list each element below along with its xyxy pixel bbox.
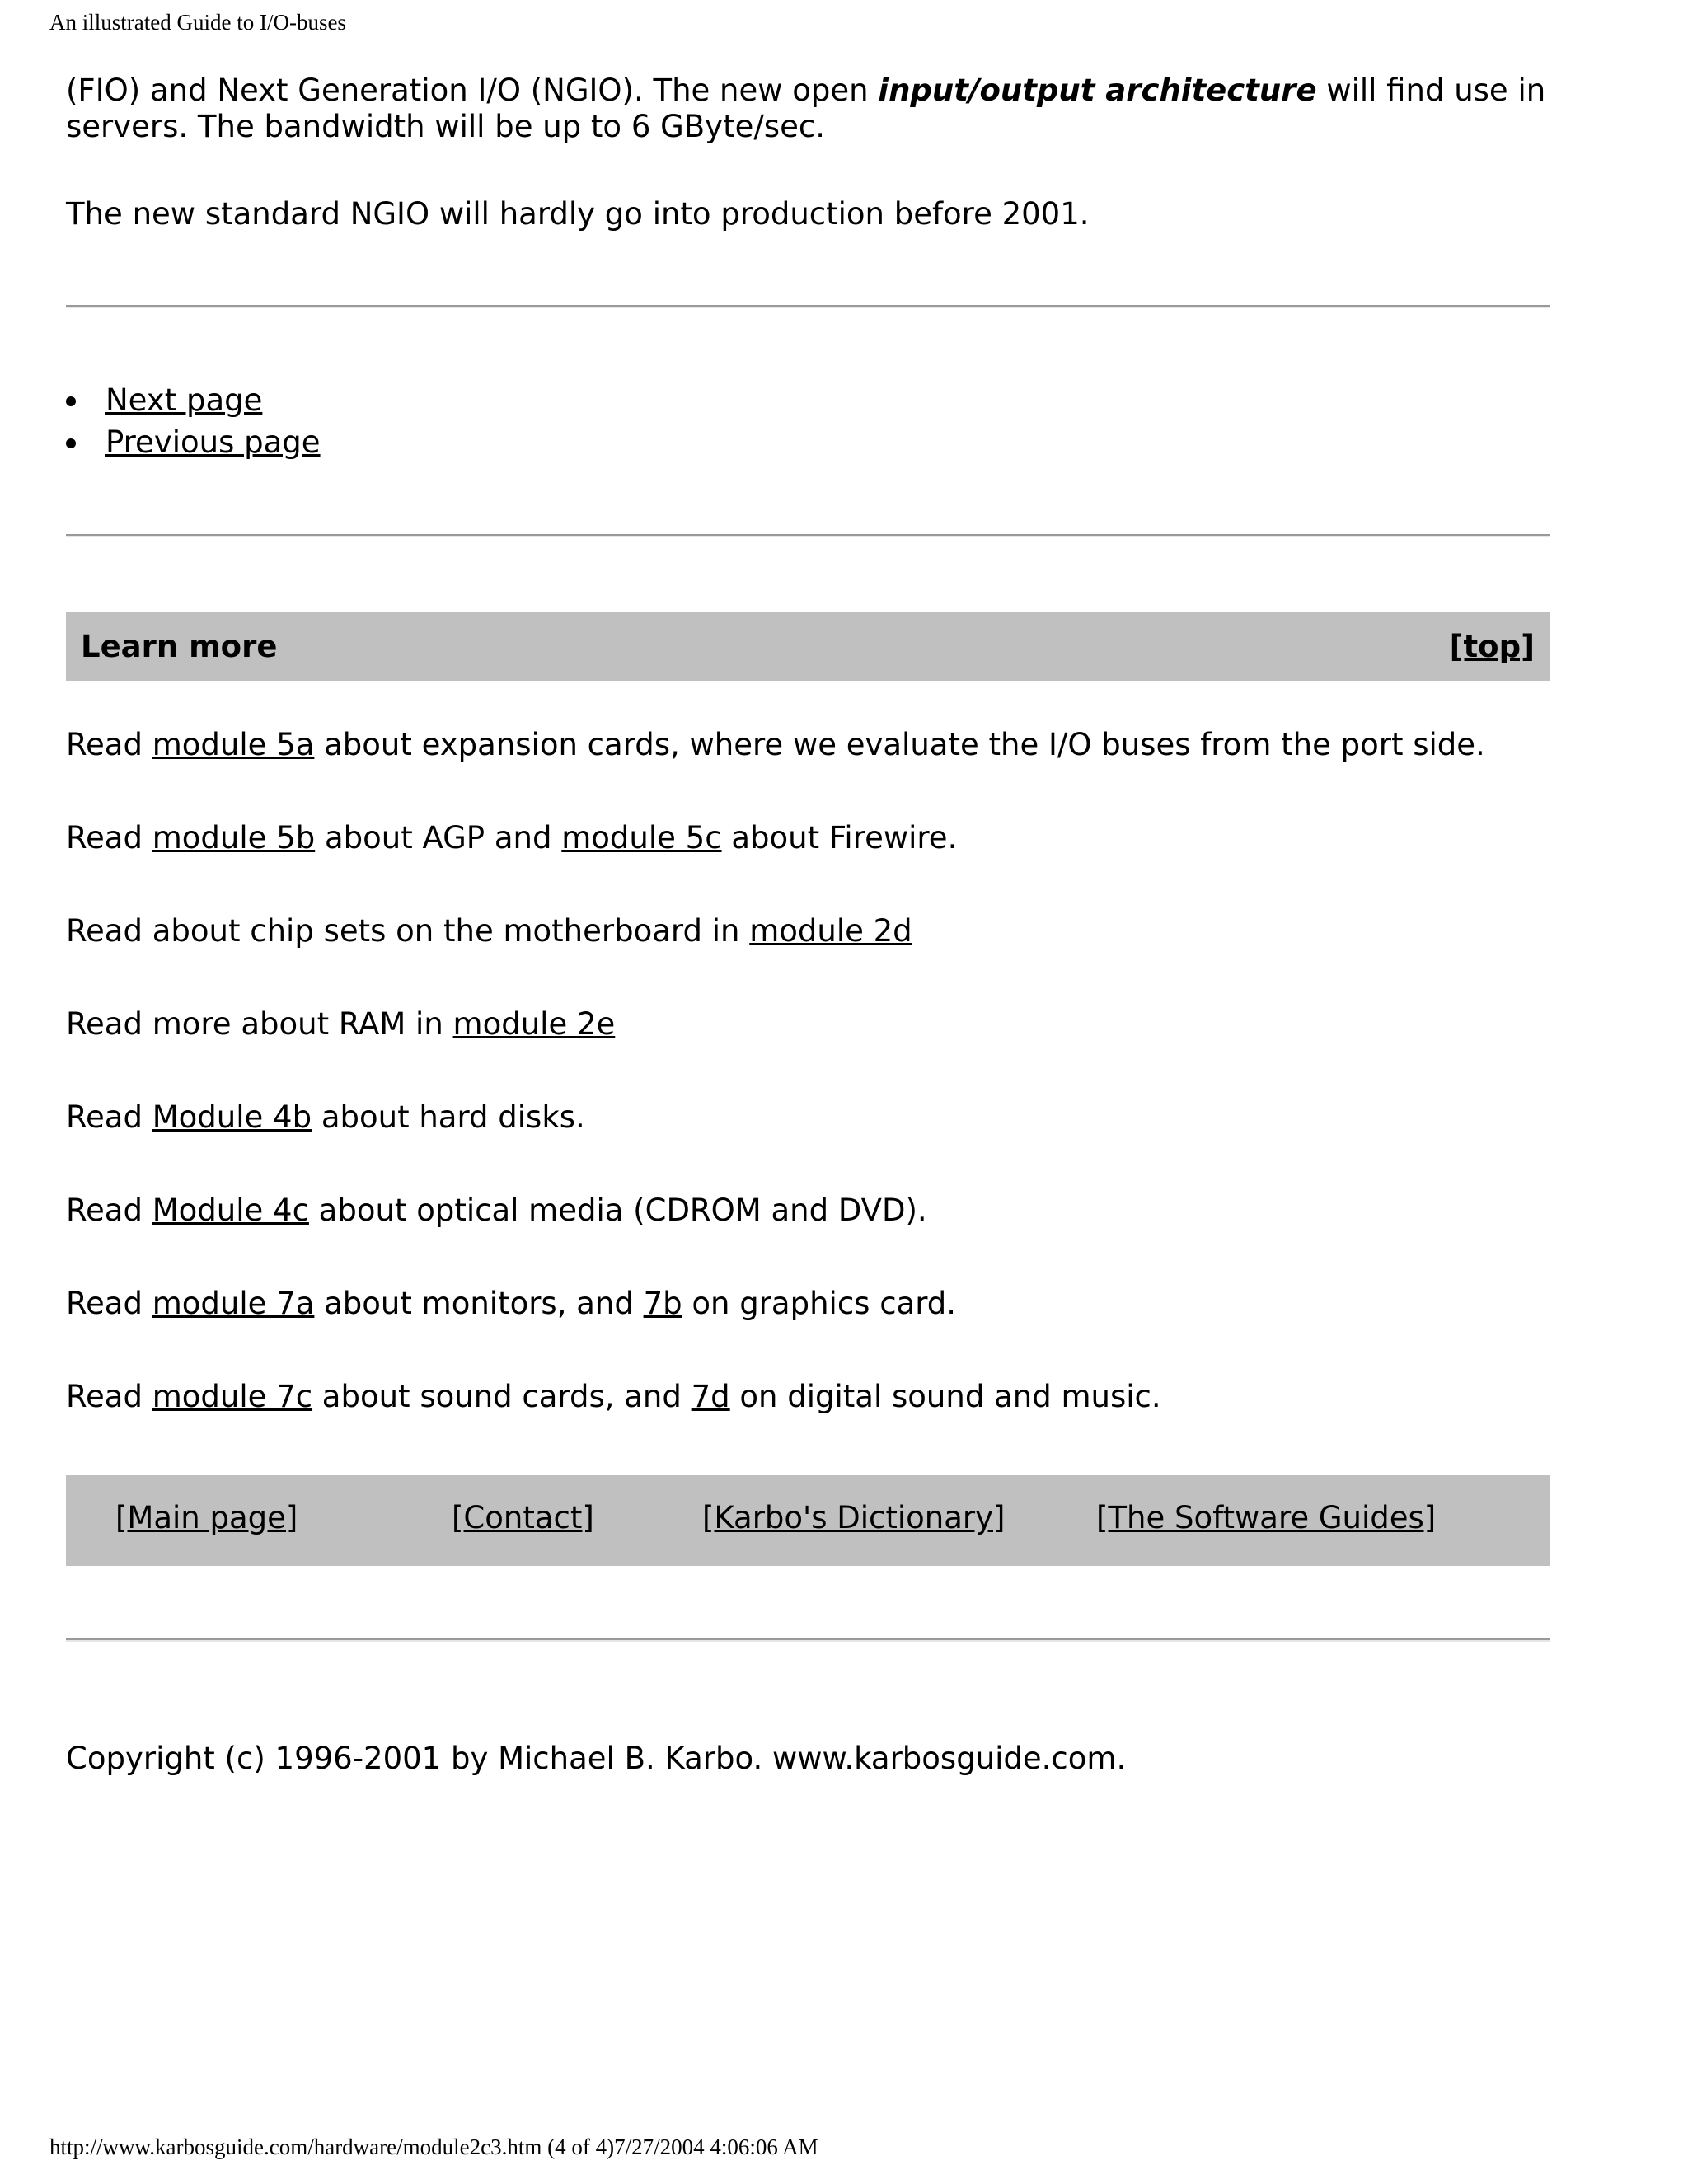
contact-link[interactable]: [Contact] — [452, 1500, 594, 1535]
learn-more-title: Learn more — [81, 628, 278, 664]
bullet-icon — [66, 396, 76, 406]
intro-emphasis: input/output architecture — [878, 73, 1317, 108]
intro-paragraph-2: The new standard NGIO will hardly go into production before 2001. — [66, 196, 1090, 232]
read-line-7: Read module 7a about monitors, and 7b on graphics card. — [66, 1286, 957, 1321]
dictionary-link[interactable]: [Karbo's Dictionary] — [702, 1500, 1006, 1535]
main-page-link[interactable]: [Main page] — [115, 1500, 298, 1535]
divider-3 — [66, 1638, 1550, 1642]
list-item-next — [66, 379, 321, 421]
divider-2 — [66, 534, 1550, 537]
module-2d-link[interactable]: module 2d — [749, 913, 912, 949]
read-line-3: Read about chip sets on the motherboard in module 2d — [66, 913, 912, 949]
read-line-5: Read Module 4b about hard disks. — [66, 1099, 585, 1135]
intro-line1-start: (FIO) and Next Generation I/O (NGIO). The new open — [66, 73, 879, 108]
intro-line2: servers. The bandwidth will be up to 6 GByte/sec. — [66, 109, 825, 144]
module-5a-link[interactable]: module 5a — [152, 727, 315, 762]
module-5c-link[interactable]: module 5c — [561, 820, 722, 855]
module-4b-link[interactable]: Module 4b — [152, 1099, 312, 1135]
previous-page-link[interactable]: Previous page — [106, 424, 321, 460]
module-7d-link[interactable]: 7d — [691, 1379, 730, 1414]
learn-more-bar — [66, 612, 1550, 681]
software-guides-link[interactable]: [The Software Guides] — [1096, 1500, 1437, 1535]
print-header: An illustrated Guide to I/O-buses — [49, 10, 346, 35]
module-4c-link[interactable]: Module 4c — [152, 1193, 309, 1228]
page-nav-list — [66, 379, 321, 463]
module-7a-link[interactable]: module 7a — [152, 1286, 315, 1321]
copyright-text: Copyright (c) 1996-2001 by Michael B. Karbo. www.karbosguide.com. — [66, 1741, 1127, 1776]
module-2e-link[interactable]: module 2e — [452, 1006, 616, 1042]
module-7c-link[interactable]: module 7c — [152, 1379, 313, 1414]
print-footer: http://www.karbosguide.com/hardware/module2c3.htm (4 of 4)7/27/2004 4:06:06 AM — [49, 2135, 818, 2159]
bullet-icon — [66, 438, 76, 448]
top-link[interactable]: [top] — [1449, 628, 1535, 664]
divider-1 — [66, 305, 1550, 308]
module-5b-link[interactable]: module 5b — [152, 820, 316, 855]
list-item-previous — [66, 421, 321, 463]
intro-section — [66, 73, 1550, 232]
read-line-4: Read more about RAM in module 2e — [66, 1006, 616, 1042]
next-page-link[interactable]: Next page — [106, 382, 263, 418]
read-line-8: Read module 7c about sound cards, and 7d on digital sound and music. — [66, 1379, 1161, 1414]
read-line-6: Read Module 4c about optical media (CDROM and DVD). — [66, 1193, 927, 1228]
intro-line1-end: will find use in — [1316, 73, 1546, 108]
module-7b-link[interactable]: 7b — [643, 1286, 682, 1321]
intro-paragraph — [66, 73, 1550, 145]
read-line-1: Read module 5a about expansion cards, where we evaluate the I/O buses from the port side. — [66, 727, 1485, 762]
footer-nav-bar — [66, 1475, 1550, 1566]
read-line-2: Read module 5b about AGP and module 5c about Firewire. — [66, 820, 958, 855]
